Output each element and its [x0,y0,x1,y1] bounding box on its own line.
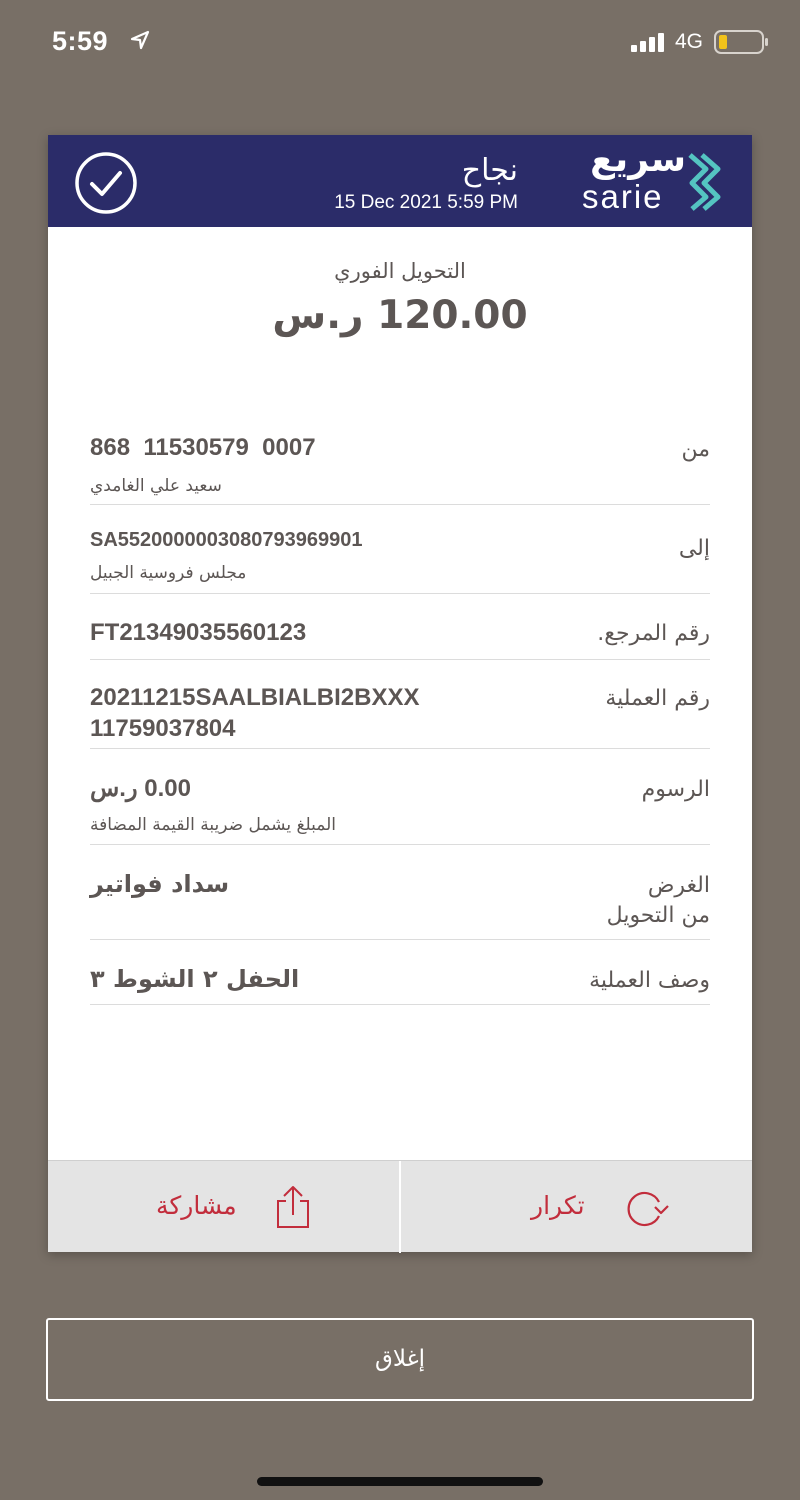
detail-row-description [90,940,710,1005]
description-value: الحفل ٢ الشوط ٣ [90,965,300,993]
repeat-button[interactable] [401,1161,751,1253]
purpose-value: سداد فواتير [90,870,230,898]
detail-row-from [90,420,710,505]
status-bar [0,0,800,84]
logo-arabic-text: سريع [590,139,686,180]
signal-icon [631,32,667,52]
share-icon [272,1185,314,1229]
repeat-label: تكرار [531,1191,585,1220]
receipt-header [48,135,752,227]
network-label: 4G [675,30,704,53]
fees-label: الرسوم [641,777,710,802]
transfer-datetime: 15 Dec 2021 5:59 PM [334,192,518,213]
reference-number: FT21349035560123 [90,619,307,646]
transaction-label: رقم العملية [605,686,710,711]
detail-row-reference [90,594,710,660]
sarie-logo [580,139,722,217]
from-account: 868 11530579 0007 [90,434,316,461]
status-time: 5:59 [52,26,109,56]
battery-icon [714,29,770,55]
action-bar [48,1160,752,1252]
detail-row-to [90,505,710,594]
share-button[interactable] [48,1161,398,1253]
location-arrow-icon [130,30,150,50]
transfer-status: نجاح [461,153,518,188]
home-indicator [257,1477,543,1486]
description-label: وصف العملية [589,968,710,993]
logo-english-text: sarie [582,178,664,215]
success-check-icon [74,151,138,215]
purpose-label-line1: الغرض [647,873,710,898]
repeat-icon [621,1189,673,1229]
transaction-number-line1: 20211215SAALBIALBI2BXXX [90,684,420,711]
transfer-amount: 120.00 ر.س [272,293,528,338]
transfer-type: التحويل الفوري [334,259,466,283]
from-label: من [681,437,710,462]
share-label: مشاركة [156,1191,237,1220]
fees-vat-note: المبلغ يشمل ضريبة القيمة المضافة [90,815,337,835]
sarie-mark-icon [686,151,722,213]
detail-row-transaction [90,660,710,749]
close-button[interactable]: إغلاق [46,1318,754,1401]
purpose-label-line2: من التحويل [606,903,710,928]
to-iban: SA5520000003080793969901 [90,529,363,551]
receipt-card [48,135,752,1252]
reference-label: رقم المرجع. [597,621,710,646]
to-label: إلى [678,536,710,561]
detail-row-purpose [90,845,710,940]
detail-row-fees [90,749,710,845]
to-name: مجلس فروسية الجبيل [90,563,247,583]
transaction-number-line2: 11759037804 [90,715,236,742]
from-name: سعيد علي الغامدي [90,476,222,496]
fees-value: 0.00 ر.س [90,775,191,802]
